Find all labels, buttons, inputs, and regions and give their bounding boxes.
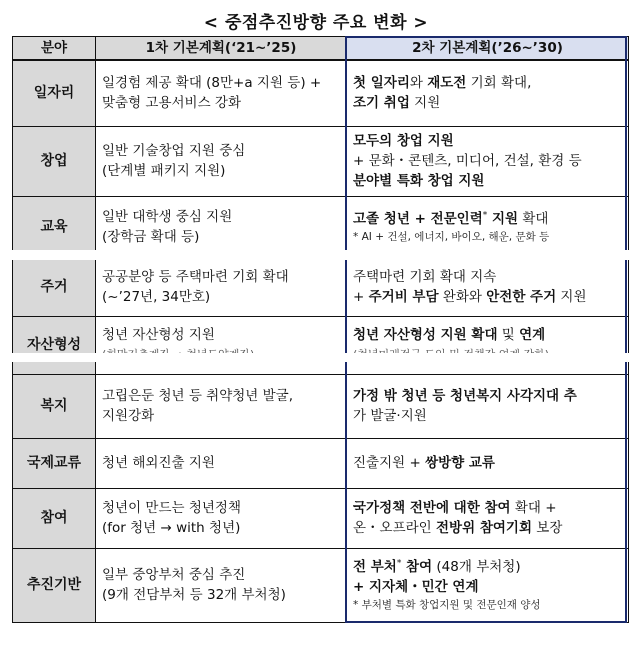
table-row xyxy=(13,126,629,196)
table-row xyxy=(13,374,629,438)
plan2-line: 가정 밖 청년 등 청년복지 사각지대 추 xyxy=(353,388,577,404)
plan1-line: (for 청년 → with 청년) xyxy=(102,520,241,536)
row-plan1-jobs xyxy=(96,60,347,126)
emphasis-text: 연계 xyxy=(519,327,546,343)
emphasis-text: + xyxy=(409,210,431,227)
plan1-line: 지원강화 xyxy=(102,408,155,424)
footnote: * 부처별 특화 창업지원 및 전문인재 양성 xyxy=(353,598,541,611)
emphasis-text: 참여 xyxy=(401,558,433,575)
plan1-line: (~’27년, 34만호) xyxy=(102,289,211,305)
row-plan1-assets xyxy=(96,316,347,374)
plan2-line: 가 발굴·지원 xyxy=(353,408,427,424)
plan1-line: (장학금 확대 등) xyxy=(102,229,200,245)
plan1-line: (단계별 패키지 지원) xyxy=(102,163,226,179)
plain-text: 기회 확대, xyxy=(466,75,532,92)
row-plan2-startup xyxy=(347,126,629,196)
plain-text: 완화와 xyxy=(438,289,487,305)
plan2-line xyxy=(353,73,622,93)
table-row xyxy=(13,258,629,316)
table-row xyxy=(13,488,629,548)
row-plan2-housing xyxy=(347,258,629,316)
row-plan2-international xyxy=(347,438,629,488)
row-plan2-participation xyxy=(347,488,629,548)
plan2-line xyxy=(353,287,622,307)
plan1-line: 청년 해외진출 지원 xyxy=(102,455,215,471)
plain-text: 확대 + xyxy=(510,500,557,516)
row-field-housing: 주거 xyxy=(13,258,96,316)
footnote-mark: * xyxy=(482,210,488,220)
row-field-participation: 참여 xyxy=(13,488,96,548)
plan1-line: 청년 자산형성 지원 xyxy=(102,327,215,343)
row-plan1-education xyxy=(96,196,347,258)
row-plan1-housing xyxy=(96,258,347,316)
plan2-line: + 문화・콘텐츠, 미디어, 건설, 환경 등 xyxy=(353,153,582,169)
plan1-line: 일반 기술창업 지원 중심 xyxy=(102,143,246,159)
plain-text: (48개 부처청) xyxy=(432,558,521,575)
plan1-line: 일반 대학생 중심 지원 xyxy=(102,209,233,225)
row-field-international: 국제교류 xyxy=(13,438,96,488)
header-field: 분야 xyxy=(13,37,96,61)
emphasis-text: 청년 자산형성 지원 확대 xyxy=(353,327,498,343)
emphasis-text: 전문인력 xyxy=(430,210,483,227)
plan1-line: 일부 중앙부처 중심 추진 xyxy=(102,567,246,583)
emphasis-text: 쌍방향 교류 xyxy=(425,455,495,471)
comparison-table xyxy=(12,36,629,623)
row-plan2-welfare xyxy=(347,374,629,438)
plan2-line xyxy=(353,453,622,473)
plain-text: 지원 xyxy=(409,95,441,112)
emphasis-text: 지원 xyxy=(487,210,519,227)
table-row xyxy=(13,60,629,126)
footnote-mark: * xyxy=(396,558,402,568)
header-plan2: 2차 기본계획(’26~’30) xyxy=(347,37,629,61)
plan1-line: 맞춤형 고용서비스 강화 xyxy=(102,95,241,112)
plan2-line xyxy=(353,325,622,345)
emphasis-text: 조기 취업 xyxy=(353,95,410,112)
row-plan2-foundation xyxy=(347,548,629,622)
emphasis-text: 재도전 xyxy=(427,75,467,92)
header-plan1: 1차 기본계획(‘21~’25) xyxy=(96,37,347,61)
plan2-line xyxy=(353,518,622,538)
plain-text: 확대 xyxy=(518,210,549,227)
table-row xyxy=(13,316,629,374)
row-plan1-welfare xyxy=(96,374,347,438)
plain-text: + xyxy=(353,289,369,305)
row-field-education: 교육 xyxy=(13,196,96,258)
row-field-assets: 자산형성 xyxy=(13,316,96,374)
emphasis-text: 국가정책 전반에 대한 참여 xyxy=(353,500,511,516)
plain-text: 지원 xyxy=(556,289,587,305)
row-plan2-jobs xyxy=(347,60,629,126)
plain-text: 와 xyxy=(409,75,428,92)
emphasis-text: 안전한 주거 xyxy=(486,289,557,305)
plain-text: 진출지원 + xyxy=(353,455,426,471)
plain-text: 보장 xyxy=(532,520,563,536)
plan2-line xyxy=(353,498,622,518)
page-gap-band xyxy=(0,250,632,260)
plan1-line: 일경험 제공 확대 (8만+a 지원 등) + xyxy=(102,75,322,92)
row-field-startup: 창업 xyxy=(13,126,96,196)
plan2-line: 모두의 창업 지원 xyxy=(353,133,454,149)
plan2-line xyxy=(353,557,622,577)
table-row xyxy=(13,196,629,258)
emphasis-text: 주거비 부담 xyxy=(368,289,439,305)
plan2-line xyxy=(353,93,622,113)
table-header-row xyxy=(13,37,629,61)
table-row xyxy=(13,438,629,488)
document-title: < 중점추진방향 주요 변화 > xyxy=(203,13,429,33)
plan1-line: (9개 전담부처 등 32개 부처청) xyxy=(102,587,286,603)
row-field-jobs: 일자리 xyxy=(13,60,96,126)
row-field-welfare: 복지 xyxy=(13,374,96,438)
plan1-line: 공공분양 등 주택마련 기회 확대 xyxy=(102,269,289,285)
page-gap-band xyxy=(0,353,632,362)
plain-text: 및 xyxy=(497,327,520,343)
footnote: * AI + 건설, 에너지, 바이오, 해운, 문화 등 xyxy=(353,230,550,243)
row-plan1-participation xyxy=(96,488,347,548)
plan1-line: 청년이 만드는 청년정책 xyxy=(102,500,241,516)
row-plan1-startup xyxy=(96,126,347,196)
emphasis-text: 전 부처 xyxy=(353,558,397,575)
emphasis-text: 첫 일자리 xyxy=(353,75,410,92)
row-plan1-foundation xyxy=(96,548,347,622)
plain-text: 온・오프라인 xyxy=(353,520,436,536)
row-plan1-international xyxy=(96,438,347,488)
plan1-line: 고립은둔 청년 등 취약청년 발굴, xyxy=(102,388,293,404)
plan2-line: 분야별 특화 창업 지원 xyxy=(353,173,485,189)
row-field-foundation: 추진기반 xyxy=(13,548,96,622)
table-row xyxy=(13,548,629,622)
plan2-line: 주택마련 기회 확대 지속 xyxy=(353,269,497,285)
row-plan2-assets xyxy=(347,316,629,374)
plan2-line xyxy=(353,209,622,229)
plan2-line: + 지자체・민간 연계 xyxy=(353,578,479,595)
emphasis-text: 고졸 청년 xyxy=(353,210,410,227)
emphasis-text: 전방위 참여기회 xyxy=(436,520,532,536)
row-plan2-education xyxy=(347,196,629,258)
